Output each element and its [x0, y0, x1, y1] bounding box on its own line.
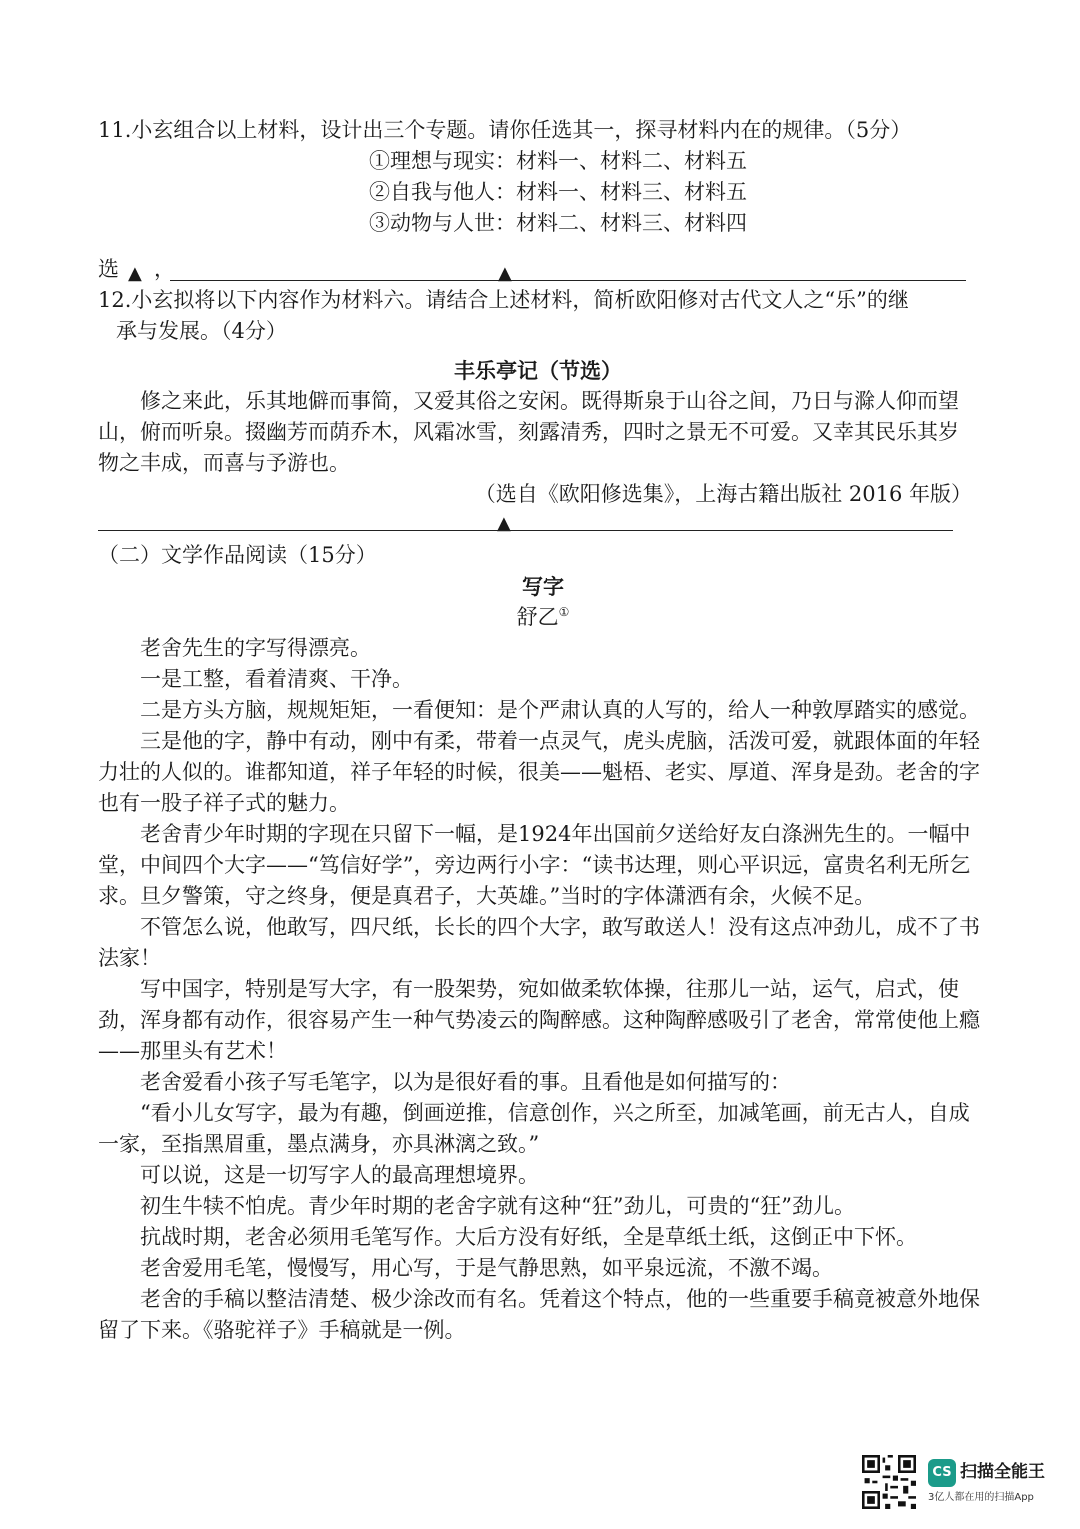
question-11-option-3: ③动物与人世：材料二、材料三、材料四 — [369, 211, 747, 235]
article-paragraph: 老舍的手稿以整洁清楚、极少涂改而有名。凭着这个特点，他的一些重要手稿竟被意外地保留了下来。《骆驼祥子》手稿就是一例。 — [98, 1287, 980, 1342]
article-paragraph: 初生牛犊不怕虎。青少年时期的老舍字就有这种“狂”劲儿，可贵的“狂”劲儿。 — [140, 1194, 855, 1218]
author-name: 舒乙 — [516, 605, 559, 629]
question-11-option-2: ②自我与他人：材料一、材料三、材料五 — [369, 180, 747, 204]
article-paragraph: 写中国字，特别是写大字，有一股架势，宛如做柔软体操，往那儿一站，运气，启式，使劲，浑身都有动作，很容易产生一种气势凌云的陶醉感。这种陶醉感吸引了老舍，常常使他上瘾——那里头有艺术！ — [98, 977, 980, 1063]
article-author — [98, 602, 988, 633]
camscanner-name: 扫描全能王 — [960, 1462, 1045, 1482]
article-paragraph: 老舍爱用毛笔，慢慢写，用心写，于是气静思熟，如平泉远流，不激不竭。 — [140, 1256, 833, 1280]
article-paragraph: 老舍先生的字写得漂亮。 — [140, 636, 371, 660]
question-12 — [98, 285, 978, 510]
article-paragraph: 不管怎么说，他敢写，四尺纸，长长的四个大字，敢写敢送人！没有这点冲劲儿，成不了书法家！ — [98, 915, 980, 970]
question-11-answer-line — [98, 254, 966, 282]
question-11-option-1: ①理想与现实：材料一、材料二、材料五 — [369, 149, 747, 173]
article-paragraph: 老舍青少年时期的字现在只留下一幅，是1924年出国前夕送给好友白涤洲先生的。一幅中堂，中间四个大字——“笃信好学”，旁边两行小字：“读书达理，则心平识远，富贵名利无所乞求。旦夕警策，守之终身，便是真君子，大英雄。”当时的字体潇洒有余，火候不足。 — [98, 822, 971, 908]
section-literary-reading — [98, 540, 988, 1346]
article-paragraph: “看小儿女写字，最为有趣，倒画逆推，信意创作，兴之所至，加减笔画，前无古人，自成一家，至指黑眉重，墨点满身，亦具淋漓之致。” — [98, 1101, 970, 1156]
article-paragraph: 一是工整，看着清爽、干净。 — [140, 667, 413, 691]
answer-triangle-marker: ▲ — [497, 513, 511, 534]
article-paragraph: 老舍爱看小孩子写毛笔字，以为是很好看的事。且看他是如何描写的： — [140, 1070, 791, 1094]
answer-triangle-marker: ▲ — [128, 263, 142, 284]
question-12-stem-line1: 12.小玄拟将以下内容作为材料六。请结合上述材料，简析欧阳修对古代文人之“乐”的继 — [98, 288, 909, 312]
article-paragraph: 二是方头方脑，规规矩矩，一看便知：是个严肃认真的人写的，给人一种敦厚踏实的感觉。 — [140, 698, 980, 722]
question-12-stem-line2: 承与发展。（4分） — [116, 319, 287, 343]
article-paragraph: 可以说，这是一切写字人的最高理想境界。 — [140, 1163, 539, 1187]
footnote-marker: ① — [558, 605, 570, 619]
answer-prefix: 选 — [98, 257, 119, 281]
answer-triangle-marker: ▲ — [498, 263, 512, 284]
passage-title: 丰乐亭记（节选） — [454, 358, 622, 383]
section-heading: （二）文学作品阅读（15分） — [98, 543, 377, 567]
article-paragraph: 三是他的字，静中有动，刚中有柔，带着一点灵气，虎头虎脑，活泼可爱，就跟体面的年轻力壮的人似的。谁都知道，祥子年轻的时候，很美——魁梧、老实、厚道、浑身是劲。老舍的字也有一股子祥子式的魅力。 — [98, 729, 980, 815]
article-title: 写字 — [522, 574, 564, 599]
camscanner-tagline: 3亿人都在用的扫描App — [928, 1492, 1034, 1503]
article-paragraph: 抗战时期，老舍必须用毛笔写作。大后方没有好纸，全是草纸土纸，这倒正中下怀。 — [140, 1225, 917, 1249]
camscanner-logo: CS — [928, 1459, 956, 1487]
passage-text: 修之来此，乐其地僻而事简，又爱其俗之安闲。既得斯泉于山谷之间，乃日与滁人仰而望山，俯而听泉。掇幽芳而荫乔木，风霜冰雪，刻露清秀，四时之景无不可爱。又幸其民乐其岁物之丰成，而喜与予游也。 — [98, 389, 959, 475]
answer-comma: ， — [154, 257, 175, 281]
scanner-watermark — [862, 1455, 1062, 1515]
question-11-stem: 11.小玄组合以上材料，设计出三个专题。请你任选其一，探寻材料内在的规律。（5分） — [98, 118, 912, 142]
passage-source: （选自《欧阳修选集》，上海古籍出版社 2016 年版） — [474, 482, 972, 506]
question-11 — [98, 115, 978, 239]
answer-rule — [170, 280, 966, 281]
qr-code-icon — [862, 1455, 916, 1509]
answer-rule — [98, 530, 953, 531]
